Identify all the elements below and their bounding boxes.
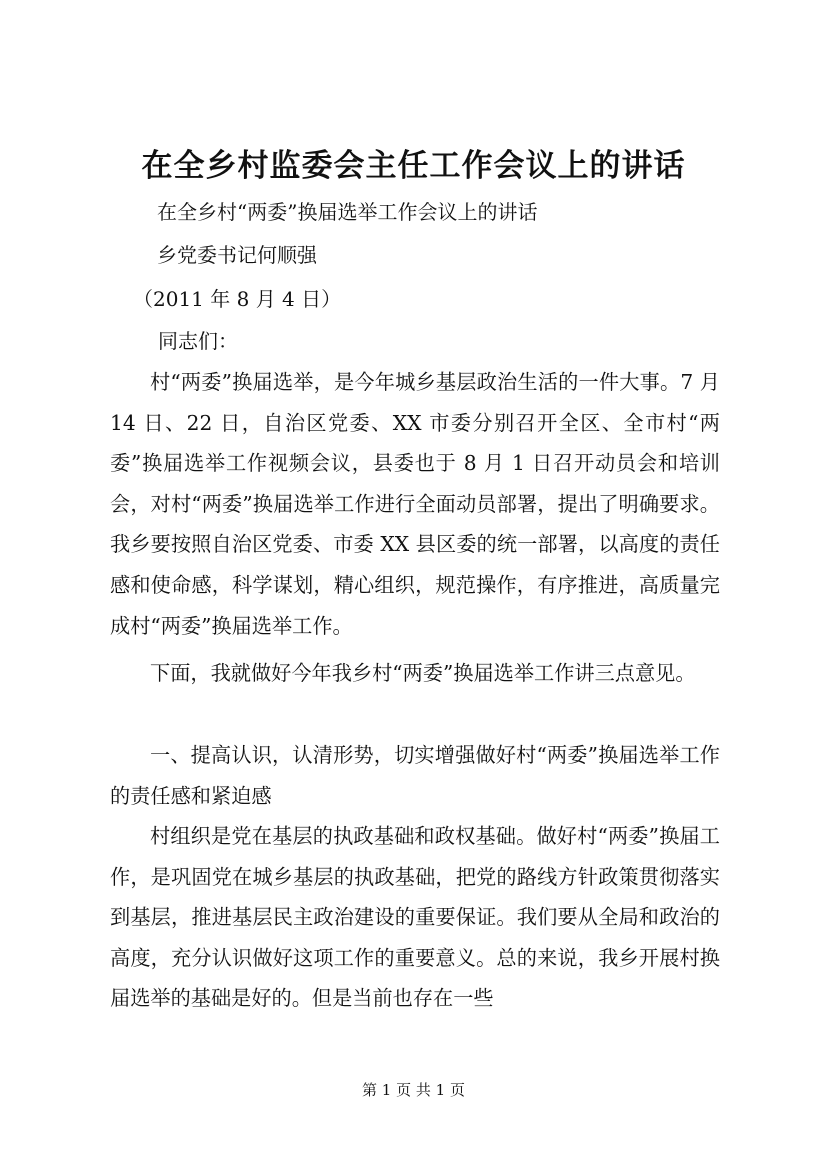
paragraph-2: 下面，我就做好今年我乡村“两委”换届选举工作讲三点意见。 [150,661,696,685]
document-subtitle: 在全乡村“两委”换届选举工作会议上的讲话 [157,200,538,224]
document-title: 在全乡村监委会主任工作会议上的讲话 [141,148,686,184]
salutation: 同志们： [158,329,238,353]
paragraph-1: 村“两委”换届选举，是今年城乡基层政治生活的一件大事。7 月 14 日、22 日，自治区党委、XX 市委分别召开全区、全市村“两委”换届选举工作视频会议，县委也于 8 月 1 日召开动员会和培训会，对村“两委”换届选举工作进行全面动员部署，提出了明确要求。我乡要按照自治区党委、市委 XX 县区委的统一部署，以高度的责任感和使命感，科学谋划，精心组织，规范操作，有序推进，高质量完成村“两委”换届选举工作。 [110,370,720,638]
section-heading-1: 一、提高认识，认清形势，切实增强做好村“两委”换届选举工作的责任感和紧迫感 [110,743,720,808]
page-footer: 第 1 页 共 1 页 [362,1081,465,1099]
paragraph-3: 村组织是党在基层的执政基础和政权基础。做好村“两委”换届工作，是巩固党在城乡基层的执政基础，把党的路线方针政策贯彻落实到基层，推进基层民主政治建设的重要保证。我们要从全局和政治的高度，充分认识做好这项工作的重要意义。总的来说，我乡开展村换届选举的基础是好的。但是当前也存在一些 [110,824,720,1011]
speaker-line: 乡党委书记何顺强 [157,243,317,267]
date-line: （2011 年 8 月 4 日） [133,287,342,311]
